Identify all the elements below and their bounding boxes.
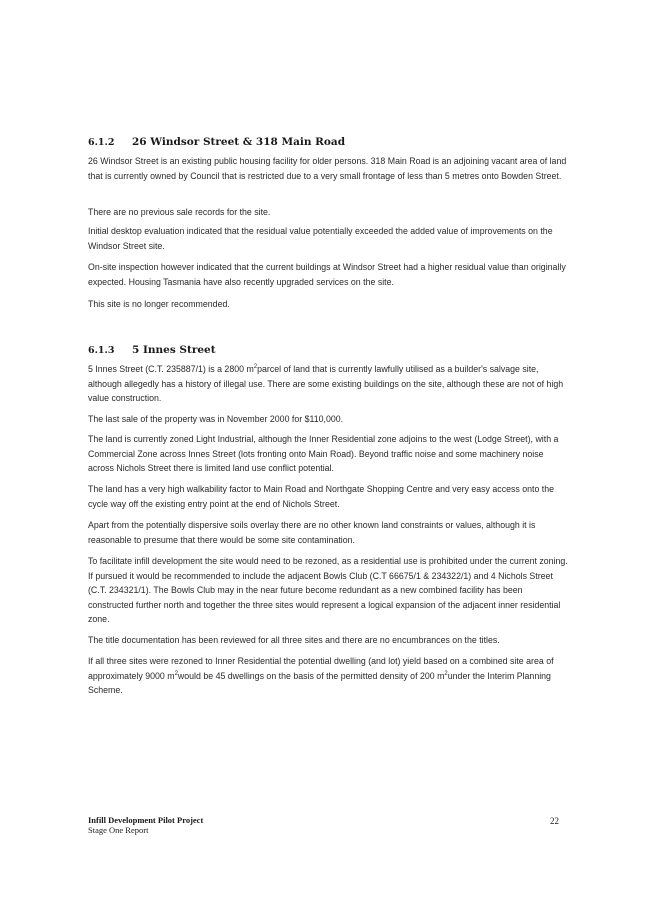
footer (88, 815, 203, 835)
section-title: 26 Windsor Street & 318 Main Road (132, 136, 346, 148)
section-heading-6-1-2 (88, 136, 345, 148)
paragraph: 5 Innes Street (C.T. 235887/1) is a 2800 $m^2parcel$ of land that is currently lawfully utilised as a builder's salvage site, although allegedly has a history of illegal use. There are some existing buildings on the site, although these are not of high value construction. (88, 364, 564, 403)
section-number: 6.1.3 (88, 345, 115, 356)
footer-project-title: Infill Development Pilot Project (88, 815, 204, 825)
section-heading-6-1-3 (88, 344, 216, 356)
paragraph: 26 Windsor Street is an existing public housing facility for older persons. 318 Main Road is an adjoining vacant area of land that is currently owned by Council that is restricted due to a very small frontage of less than 5 metres onto Bowden Street. (88, 156, 567, 181)
paragraph: The last sale of the property was in November 2000 for $110,000. (88, 414, 344, 424)
paragraph: The land has a very high walkability factor to Main Road and Northgate Shopping Centre and very easy access onto the cycle way off the existing entry point at the end of Nichols Street. (88, 484, 555, 509)
section-number: 6.1.2 (88, 137, 115, 148)
footer-report-name: Stage One Report (88, 825, 149, 835)
paragraph: There are no previous sale records for the site. (88, 207, 271, 217)
paragraph: Initial desktop evaluation indicated that the residual value potentially exceeded the added value of improvements on the Windsor Street site. (88, 226, 553, 251)
paragraph: The land is currently zoned Light Industrial, although the Inner Residential zone adjoins to the west (Lodge Street), with a Commercial Zone across Innes Street (lots fronting onto Main Road). Beyond traffic noise and some machinery noise across Nichols Street there is limited land use conflict potential. (88, 434, 559, 473)
paragraph: This site is no longer recommended. (88, 299, 230, 309)
paragraph: The title documentation has been reviewed for all three sites and there are no encumbrances on the titles. (88, 635, 500, 645)
paragraph: Apart from the potentially dispersive soils overlay there are no other known land constraints or values, although it is reasonable to presume that there would be some site contamination. (88, 520, 536, 545)
page-number: 22 (550, 816, 559, 826)
section-title: 5 Innes Street (132, 344, 216, 356)
paragraph: To facilitate infill development the site would need to be rezoned, as a residential use is prohibited under the current zoning. If pursued it would be recommended to include the adjacent Bowls Club (C.T 66675/1 & 234322/1) and 4 Nichols Street (C.T. 234321/1). The Bowls Club may in the near future become redundant as a new combined facility has been constructed further north and together the three sites would represent a logical expansion of the adjacent inner residential zone. (88, 556, 568, 624)
paragraph: If all three sites were rezoned to Inner Residential the potential dwelling (and lot) yield based on a combined site area of approximately 9000 $m^2would$ be 45 dwellings on the basis of the permitted density of 200 $m^2under$ the Interim Planning Scheme. (88, 656, 554, 695)
paragraph: On-site inspection however indicated that the current buildings at Windsor Street had a higher residual value than originally expected. Housing Tasmania have also recently upgraded services on the site. (88, 262, 566, 287)
